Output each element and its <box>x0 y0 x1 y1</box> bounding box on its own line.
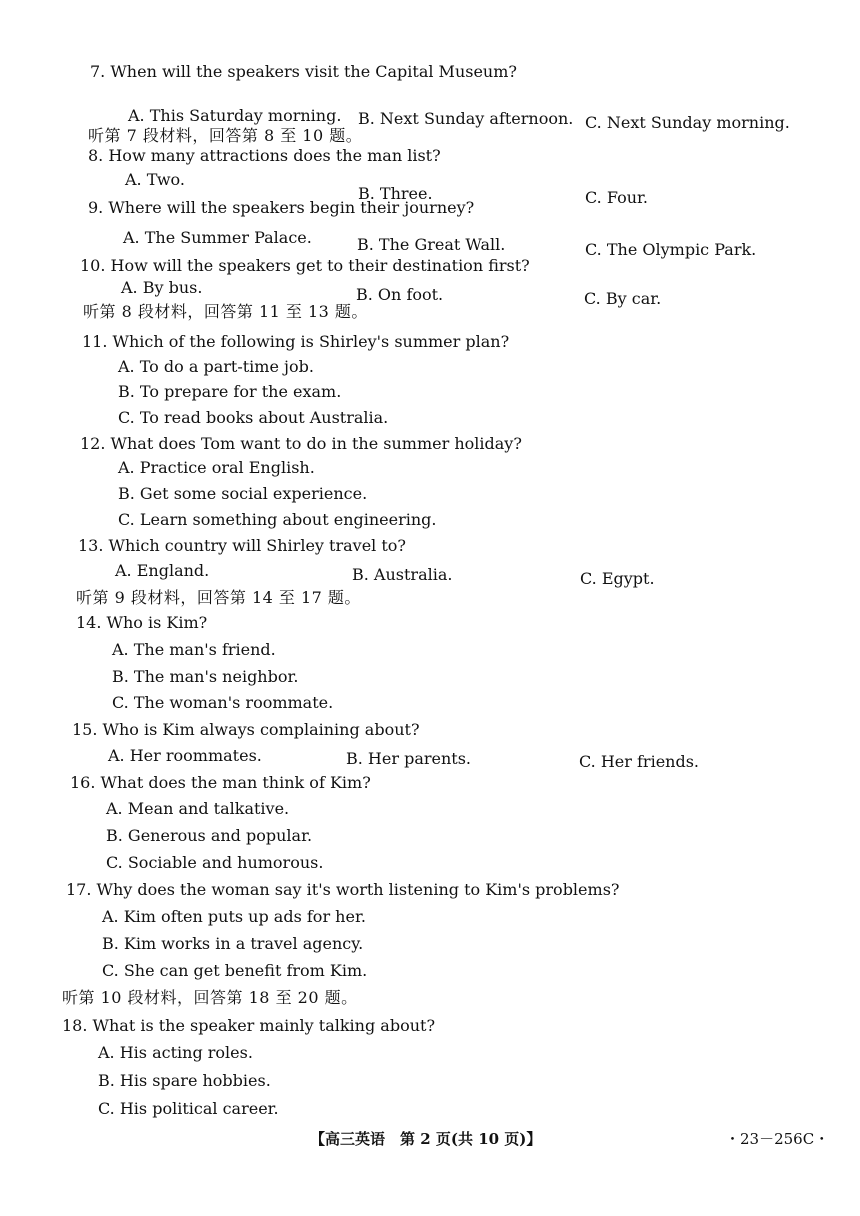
question-9: 9. Where will the speakers begin their journey? <box>88 198 475 217</box>
q14-option-a: A. The man's friend. <box>112 640 276 659</box>
question-16: 16. What does the man think of Kim? <box>70 773 371 792</box>
section-7-heading: 听第 7 段材料，回答第 8 至 10 题。 <box>88 126 363 145</box>
q11-option-c: C. To read books about Australia. <box>118 408 389 427</box>
q18-option-b: B. His spare hobbies. <box>98 1071 271 1090</box>
question-18: 18. What is the speaker mainly talking about? <box>62 1016 436 1035</box>
q15-option-a: A. Her roommates. <box>108 746 262 765</box>
question-11: 11. Which of the following is Shirley's summer plan? <box>82 332 510 351</box>
q10-option-c: C. By car. <box>584 289 662 308</box>
question-12: 12. What does Tom want to do in the summer holiday? <box>80 434 522 453</box>
question-7: 7. When will the speakers visit the Capital Museum? <box>90 62 517 81</box>
q18-option-a: A. His acting roles. <box>98 1043 253 1062</box>
q13-option-a: A. England. <box>115 561 210 580</box>
page-footer <box>0 1128 860 1152</box>
q13-option-b: B. Australia. <box>352 565 453 584</box>
question-15: 15. Who is Kim always complaining about? <box>72 720 420 739</box>
section-10-heading: 听第 10 段材料，回答第 18 至 20 题。 <box>62 988 358 1007</box>
q9-option-a: A. The Summer Palace. <box>123 228 312 247</box>
q9-option-b: B. The Great Wall. <box>357 235 506 254</box>
q12-option-a: A. Practice oral English. <box>118 458 315 477</box>
question-13: 13. Which country will Shirley travel to? <box>78 536 406 555</box>
q16-option-c: C. Sociable and humorous. <box>106 853 324 872</box>
q10-option-b: B. On foot. <box>356 285 444 304</box>
question-14: 14. Who is Kim? <box>76 613 208 632</box>
q18-option-c: C. His political career. <box>98 1099 279 1118</box>
q16-option-b: B. Generous and popular. <box>106 826 313 845</box>
q12-option-c: C. Learn something about engineering. <box>118 510 437 529</box>
q17-option-a: A. Kim often puts up ads for her. <box>102 907 366 926</box>
question-17: 17. Why does the woman say it's worth listening to Kim's problems? <box>66 880 620 899</box>
section-9-heading: 听第 9 段材料，回答第 14 至 17 题。 <box>76 588 361 607</box>
q15-option-b: B. Her parents. <box>346 749 472 768</box>
q13-option-c: C. Egypt. <box>580 569 655 588</box>
q14-option-c: C. The woman's roommate. <box>112 693 334 712</box>
q15-option-c: C. Her friends. <box>579 752 699 771</box>
question-8: 8. How many attractions does the man list? <box>88 146 441 165</box>
q11-option-b: B. To prepare for the exam. <box>118 382 342 401</box>
q11-option-a: A. To do a part-time job. <box>118 357 314 376</box>
q8-option-c: C. Four. <box>585 188 648 207</box>
q7-option-c: C. Next Sunday morning. <box>585 113 790 132</box>
q8-option-a: A. Two. <box>125 170 185 189</box>
q10-option-a: A. By bus. <box>121 278 203 297</box>
q7-option-b: B. Next Sunday afternoon. <box>358 109 574 128</box>
q16-option-a: A. Mean and talkative. <box>106 799 290 818</box>
q14-option-b: B. The man's neighbor. <box>112 667 299 686</box>
q9-option-c: C. The Olympic Park. <box>585 240 757 259</box>
page-footer-title: 【高三英语 第 2 页(共 10 页)】 <box>310 1130 542 1148</box>
q7-option-a: A. This Saturday morning. <box>128 106 342 125</box>
question-10: 10. How will the speakers get to their destination first? <box>80 256 530 275</box>
section-8-heading: 听第 8 段材料，回答第 11 至 13 题。 <box>83 302 368 321</box>
q17-option-b: B. Kim works in a travel agency. <box>102 934 364 953</box>
page-footer-code: ・23－256C・ <box>725 1130 830 1148</box>
q12-option-b: B. Get some social experience. <box>118 484 368 503</box>
q8-option-b: B. Three. <box>358 184 433 203</box>
q17-option-c: C. She can get benefit from Kim. <box>102 961 368 980</box>
